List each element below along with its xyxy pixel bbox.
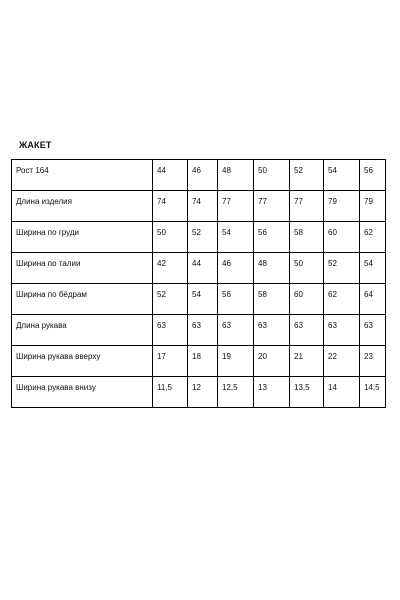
table-cell: 62 [324, 284, 360, 315]
table-row [12, 315, 386, 346]
row-label: Ширина по бёдрам [12, 284, 153, 315]
table-cell: 21 [290, 346, 324, 377]
table-row [12, 346, 386, 377]
size-header: 44 [153, 160, 188, 191]
table-cell: 14 [324, 377, 360, 408]
table-cell: 63 [360, 315, 386, 346]
table-cell: 63 [153, 315, 188, 346]
table-row [12, 191, 386, 222]
table-cell: 50 [290, 253, 324, 284]
table-cell: 12 [188, 377, 218, 408]
table-cell: 44 [188, 253, 218, 284]
table-header-row [12, 160, 386, 191]
table-cell: 60 [290, 284, 324, 315]
table-cell: 54 [360, 253, 386, 284]
table-cell: 12,5 [218, 377, 254, 408]
table-cell: 77 [254, 191, 290, 222]
table-cell: 74 [153, 191, 188, 222]
table-cell: 46 [218, 253, 254, 284]
table-cell: 52 [324, 253, 360, 284]
size-header: 56 [360, 160, 386, 191]
table-cell: 23 [360, 346, 386, 377]
table-cell: 13,5 [290, 377, 324, 408]
table-cell: 14,5 [360, 377, 386, 408]
table-row [12, 377, 386, 408]
document-title: ЖАКЕТ [19, 140, 52, 150]
size-table [11, 159, 386, 408]
table-cell: 62 [360, 222, 386, 253]
table-cell: 19 [218, 346, 254, 377]
table-cell: 11,5 [153, 377, 188, 408]
size-header: 54 [324, 160, 360, 191]
size-header: 52 [290, 160, 324, 191]
table-cell: 52 [188, 222, 218, 253]
table-cell: 63 [188, 315, 218, 346]
table-cell: 54 [218, 222, 254, 253]
size-header: 48 [218, 160, 254, 191]
table-cell: 54 [188, 284, 218, 315]
row-label: Ширина по груди [12, 222, 153, 253]
row-label: Длина изделия [12, 191, 153, 222]
table-cell: 58 [290, 222, 324, 253]
row-label: Ширина рукава внизу [12, 377, 153, 408]
table-row [12, 284, 386, 315]
table-cell: 42 [153, 253, 188, 284]
row-label: Ширина по талии [12, 253, 153, 284]
table-cell: 50 [153, 222, 188, 253]
table-cell: 77 [290, 191, 324, 222]
size-header: 46 [188, 160, 218, 191]
table-cell: 77 [218, 191, 254, 222]
table-cell: 52 [153, 284, 188, 315]
size-header: 50 [254, 160, 290, 191]
table-cell: 56 [218, 284, 254, 315]
table-cell: 63 [290, 315, 324, 346]
table-cell: 17 [153, 346, 188, 377]
table-cell: 64 [360, 284, 386, 315]
height-label: Рост 164 [12, 160, 153, 191]
table-cell: 79 [360, 191, 386, 222]
table-cell: 63 [218, 315, 254, 346]
table-cell: 48 [254, 253, 290, 284]
table-cell: 60 [324, 222, 360, 253]
row-label: Ширина рукава вверху [12, 346, 153, 377]
table-row [12, 222, 386, 253]
table-cell: 74 [188, 191, 218, 222]
table-row [12, 253, 386, 284]
row-label: Длина рукава [12, 315, 153, 346]
table-cell: 18 [188, 346, 218, 377]
table-cell: 63 [324, 315, 360, 346]
table-cell: 58 [254, 284, 290, 315]
table-cell: 22 [324, 346, 360, 377]
table-cell: 20 [254, 346, 290, 377]
table-cell: 63 [254, 315, 290, 346]
table-cell: 56 [254, 222, 290, 253]
table-cell: 79 [324, 191, 360, 222]
table-cell: 13 [254, 377, 290, 408]
